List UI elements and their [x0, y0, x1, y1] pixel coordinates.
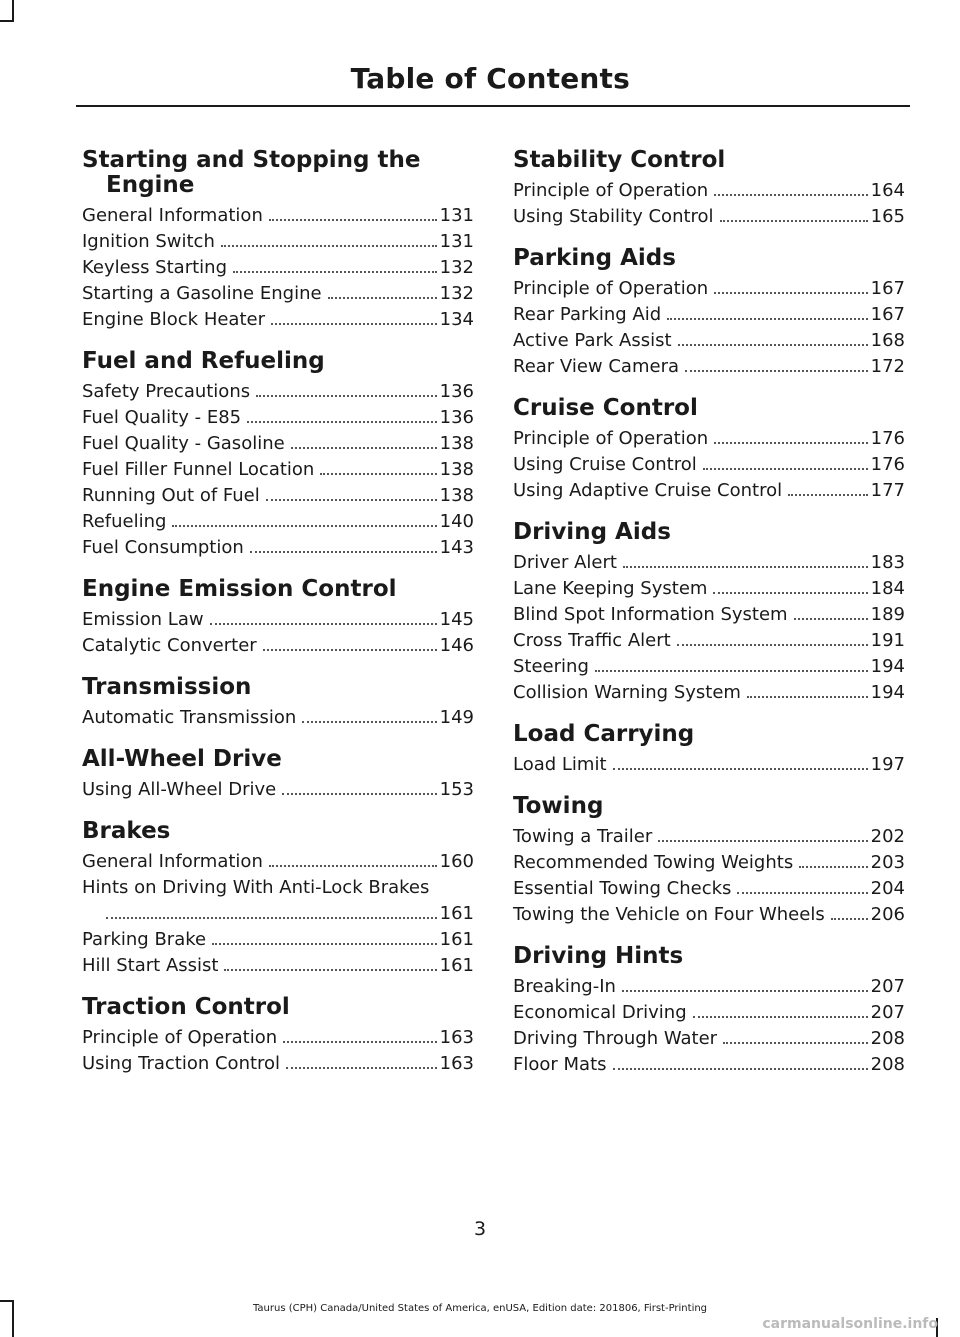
- toc-entry[interactable]: [513, 628, 905, 654]
- entry-label: Essential Towing Checks: [513, 878, 732, 899]
- toc-entry[interactable]: [82, 281, 474, 307]
- entry-page-number: 161: [439, 903, 474, 924]
- entry-label: General Information: [82, 205, 263, 226]
- toc-entry[interactable]: [513, 550, 905, 576]
- entry-label: Principle of Operation: [513, 428, 709, 449]
- dot-leader: [723, 1036, 868, 1044]
- dot-leader: [595, 664, 868, 672]
- toc-left-column: [82, 148, 474, 1093]
- entry-page-number: 136: [439, 407, 474, 428]
- toc-entry[interactable]: [82, 927, 474, 953]
- toc-entry[interactable]: [82, 307, 474, 333]
- toc-entry[interactable]: [82, 203, 474, 229]
- page-title: Table of Contents: [350, 62, 630, 95]
- watermark: carmanualsonline.info: [762, 1316, 938, 1332]
- toc-entry[interactable]: [513, 452, 905, 478]
- toc-entry[interactable]: [82, 405, 474, 431]
- entry-label: Safety Precautions: [82, 381, 251, 402]
- entry-page-number: 194: [870, 682, 905, 703]
- entry-label: Starting a Gasoline Engine: [82, 283, 322, 304]
- footer-text: Taurus (CPH) Canada/United States of America, enUSA, Edition date: 201806, First-Printing: [252, 1303, 708, 1314]
- dot-leader: [271, 317, 437, 325]
- dot-leader: [106, 911, 437, 919]
- toc-entry[interactable]: [513, 1052, 905, 1078]
- entry-label: Catalytic Converter: [82, 635, 257, 656]
- dot-leader: [250, 545, 437, 553]
- entry-label: Refueling: [82, 511, 167, 532]
- section-title: Parking Aids: [513, 245, 676, 271]
- entry-page-number: 184: [870, 578, 905, 599]
- entry-page-number: 161: [439, 929, 474, 950]
- dot-leader: [210, 617, 437, 625]
- section-title: Load Carrying: [513, 721, 695, 747]
- toc-entry[interactable]: [513, 276, 905, 302]
- toc-entry[interactable]: [513, 302, 905, 328]
- dot-leader: [713, 586, 867, 594]
- dot-leader: [714, 188, 868, 196]
- toc-entry[interactable]: [82, 849, 474, 875]
- entry-page-number: 163: [439, 1027, 474, 1048]
- dot-leader: [747, 690, 868, 698]
- entry-continuation: [82, 901, 474, 927]
- entry-page-number: 191: [870, 630, 905, 651]
- toc-section: [513, 944, 905, 1078]
- entry-label: Using All-Wheel Drive: [82, 779, 277, 800]
- entry-label: Lane Keeping System: [513, 578, 708, 599]
- dot-leader: [233, 265, 437, 273]
- entry-label: Automatic Transmission: [82, 707, 297, 728]
- section-title: Cruise Control: [513, 395, 698, 421]
- entry-label: Driving Through Water: [513, 1028, 718, 1049]
- toc-entry[interactable]: [82, 1025, 474, 1051]
- dot-leader: [613, 1062, 868, 1070]
- dot-leader: [224, 963, 436, 971]
- dot-leader: [677, 638, 868, 646]
- toc-entry[interactable]: [82, 875, 474, 927]
- toc-entry[interactable]: [513, 328, 905, 354]
- entry-page-number: 176: [870, 428, 905, 449]
- entry-page-number: 203: [870, 852, 905, 873]
- entry-page-number: 168: [870, 330, 905, 351]
- entry-label: Using Stability Control: [513, 206, 714, 227]
- section-title: Stability Control: [513, 147, 726, 173]
- dot-leader: [320, 467, 436, 475]
- entry-label: Fuel Filler Funnel Location: [82, 459, 315, 480]
- toc-entry[interactable]: [82, 953, 474, 979]
- toc-section: [513, 520, 905, 706]
- dot-leader: [737, 886, 867, 894]
- toc-entry[interactable]: [513, 902, 905, 928]
- toc-entry[interactable]: [513, 1026, 905, 1052]
- toc-section: [513, 148, 905, 230]
- entry-page-number: 208: [870, 1028, 905, 1049]
- dot-leader: [788, 488, 868, 496]
- entry-label: Blind Spot Information System: [513, 604, 788, 625]
- toc-entry[interactable]: [82, 431, 474, 457]
- toc-section: [513, 794, 905, 928]
- toc-entry[interactable]: [82, 777, 474, 803]
- entry-page-number: 131: [439, 205, 474, 226]
- dot-leader: [221, 239, 437, 247]
- toc-entry[interactable]: [513, 204, 905, 230]
- toc-entry[interactable]: [82, 1051, 474, 1077]
- entry-label: Fuel Quality - E85: [82, 407, 242, 428]
- entry-label: Collision Warning System: [513, 682, 741, 703]
- entry-page-number: 143: [439, 537, 474, 558]
- entry-page-number: 145: [439, 609, 474, 630]
- toc-entry[interactable]: [513, 354, 905, 380]
- toc-entry[interactable]: [513, 602, 905, 628]
- toc-entry[interactable]: [82, 535, 474, 561]
- toc-entry[interactable]: [513, 824, 905, 850]
- crop-mark: [0, 20, 14, 22]
- toc-entry[interactable]: [82, 509, 474, 535]
- dot-leader: [328, 291, 437, 299]
- toc-entry[interactable]: [82, 457, 474, 483]
- entry-label: Breaking-In: [513, 976, 616, 997]
- dot-leader: [667, 312, 868, 320]
- entry-page-number: 167: [870, 278, 905, 299]
- entry-page-number: 131: [439, 231, 474, 252]
- toc-section: [513, 246, 905, 380]
- toc-entry[interactable]: [513, 876, 905, 902]
- page-number: 3: [473, 1218, 487, 1240]
- dot-leader: [256, 389, 437, 397]
- entry-page-number: 207: [870, 976, 905, 997]
- toc-entry[interactable]: [82, 255, 474, 281]
- entry-page-number: 208: [870, 1054, 905, 1075]
- toc-section: [82, 148, 474, 333]
- entry-label: Principle of Operation: [82, 1027, 278, 1048]
- entry-page-number: 138: [439, 433, 474, 454]
- toc-entry[interactable]: [513, 752, 905, 778]
- section-title: Starting and Stopping the Engine: [82, 147, 421, 198]
- dot-leader: [685, 364, 868, 372]
- entry-label: Using Cruise Control: [513, 454, 697, 475]
- entry-label: Active Park Assist: [513, 330, 672, 351]
- dot-leader: [283, 1035, 437, 1043]
- dot-leader: [286, 1061, 437, 1069]
- entry-page-number: 165: [870, 206, 905, 227]
- entry-label: Keyless Starting: [82, 257, 227, 278]
- section-title: Engine Emission Control: [82, 576, 397, 602]
- entry-page-number: 134: [439, 309, 474, 330]
- section-title: Traction Control: [82, 994, 290, 1020]
- toc-entry[interactable]: [513, 478, 905, 504]
- section-title: Driving Aids: [513, 519, 671, 545]
- entry-label: Driver Alert: [513, 552, 617, 573]
- entry-page-number: 167: [870, 304, 905, 325]
- entry-page-number: 202: [870, 826, 905, 847]
- entry-label: Hill Start Assist: [82, 955, 219, 976]
- toc-entry[interactable]: [82, 483, 474, 509]
- dot-leader: [794, 612, 868, 620]
- entry-page-number: 172: [870, 356, 905, 377]
- entry-label: Hints on Driving With Anti-Lock Brakes: [82, 877, 430, 898]
- toc-entry[interactable]: [513, 576, 905, 602]
- entry-page-number: 146: [439, 635, 474, 656]
- entry-label: Rear Parking Aid: [513, 304, 662, 325]
- toc-section: [82, 675, 474, 731]
- dot-leader: [263, 643, 437, 651]
- entry-page-number: 189: [870, 604, 905, 625]
- dot-leader: [693, 1010, 868, 1018]
- entry-label: Rear View Camera: [513, 356, 679, 377]
- dot-leader: [269, 859, 437, 867]
- toc-section: [82, 819, 474, 979]
- crop-mark: [12, 0, 14, 22]
- section-title: Transmission: [82, 674, 252, 700]
- toc-entry[interactable]: [82, 607, 474, 633]
- dot-leader: [282, 787, 436, 795]
- toc-section: [513, 396, 905, 504]
- toc-entry[interactable]: [513, 680, 905, 706]
- entry-label: Fuel Consumption: [82, 537, 244, 558]
- dot-leader: [247, 415, 437, 423]
- entry-page-number: 138: [439, 485, 474, 506]
- dot-leader: [678, 338, 868, 346]
- dot-leader: [658, 834, 867, 842]
- entry-label: Load Limit: [513, 754, 607, 775]
- entry-label: Steering: [513, 656, 589, 677]
- entry-label: Fuel Quality - Gasoline: [82, 433, 285, 454]
- dot-leader: [172, 519, 436, 527]
- entry-page-number: 204: [870, 878, 905, 899]
- dot-leader: [269, 213, 437, 221]
- toc-entry[interactable]: [513, 850, 905, 876]
- entry-page-number: 206: [870, 904, 905, 925]
- section-title: Driving Hints: [513, 943, 684, 969]
- entry-page-number: 197: [870, 754, 905, 775]
- entry-label: Floor Mats: [513, 1054, 607, 1075]
- entry-label: Recommended Towing Weights: [513, 852, 794, 873]
- toc-entry[interactable]: [513, 178, 905, 204]
- dot-leader: [291, 441, 437, 449]
- entry-page-number: 164: [870, 180, 905, 201]
- entry-page-number: 149: [439, 707, 474, 728]
- dot-leader: [302, 715, 436, 723]
- toc-entry[interactable]: [513, 426, 905, 452]
- entry-page-number: 194: [870, 656, 905, 677]
- dot-leader: [623, 560, 868, 568]
- entry-label: Running Out of Fuel: [82, 485, 260, 506]
- entry-label: Economical Driving: [513, 1002, 687, 1023]
- toc-section: [82, 349, 474, 561]
- entry-page-number: 161: [439, 955, 474, 976]
- toc-entry[interactable]: [513, 654, 905, 680]
- toc-right-column: [513, 148, 905, 1094]
- entry-page-number: 140: [439, 511, 474, 532]
- entry-label: Parking Brake: [82, 929, 207, 950]
- dot-leader: [831, 912, 868, 920]
- dot-leader: [714, 286, 868, 294]
- entry-label: General Information: [82, 851, 263, 872]
- dot-leader: [622, 984, 868, 992]
- toc-entry[interactable]: [82, 705, 474, 731]
- entry-page-number: 176: [870, 454, 905, 475]
- entry-label: Ignition Switch: [82, 231, 215, 252]
- entry-page-number: 207: [870, 1002, 905, 1023]
- entry-label: Towing the Vehicle on Four Wheels: [513, 904, 825, 925]
- toc-section: [82, 577, 474, 659]
- section-title: Fuel and Refueling: [82, 348, 325, 374]
- entry-label: Emission Law: [82, 609, 204, 630]
- dot-leader: [714, 436, 868, 444]
- entry-label: Using Adaptive Cruise Control: [513, 480, 783, 501]
- entry-page-number: 136: [439, 381, 474, 402]
- crop-mark: [0, 1300, 14, 1302]
- dot-leader: [720, 214, 868, 222]
- dot-leader: [703, 462, 868, 470]
- section-title: Brakes: [82, 818, 171, 844]
- toc-entry[interactable]: [513, 1000, 905, 1026]
- entry-label: Towing a Trailer: [513, 826, 653, 847]
- toc-entry[interactable]: [82, 379, 474, 405]
- toc-entry[interactable]: [82, 229, 474, 255]
- entry-label: Cross Traffic Alert: [513, 630, 671, 651]
- entry-page-number: 132: [439, 257, 474, 278]
- dot-leader: [799, 860, 867, 868]
- entry-label: Principle of Operation: [513, 180, 709, 201]
- toc-section: [82, 995, 474, 1077]
- dot-leader: [266, 493, 437, 501]
- entry-label: Principle of Operation: [513, 278, 709, 299]
- header-divider: [76, 105, 910, 107]
- entry-page-number: 183: [870, 552, 905, 573]
- toc-entry[interactable]: [513, 974, 905, 1000]
- section-title: Towing: [513, 793, 604, 819]
- entry-page-number: 177: [870, 480, 905, 501]
- toc-entry[interactable]: [82, 633, 474, 659]
- dot-leader: [212, 937, 437, 945]
- section-title: All-Wheel Drive: [82, 746, 282, 772]
- entry-page-number: 153: [439, 779, 474, 800]
- toc-section: [82, 747, 474, 803]
- entry-page-number: 163: [439, 1053, 474, 1074]
- toc-section: [513, 722, 905, 778]
- entry-label: Engine Block Heater: [82, 309, 265, 330]
- dot-leader: [613, 762, 868, 770]
- entry-page-number: 132: [439, 283, 474, 304]
- entry-page-number: 160: [439, 851, 474, 872]
- entry-label: Using Traction Control: [82, 1053, 281, 1074]
- entry-page-number: 138: [439, 459, 474, 480]
